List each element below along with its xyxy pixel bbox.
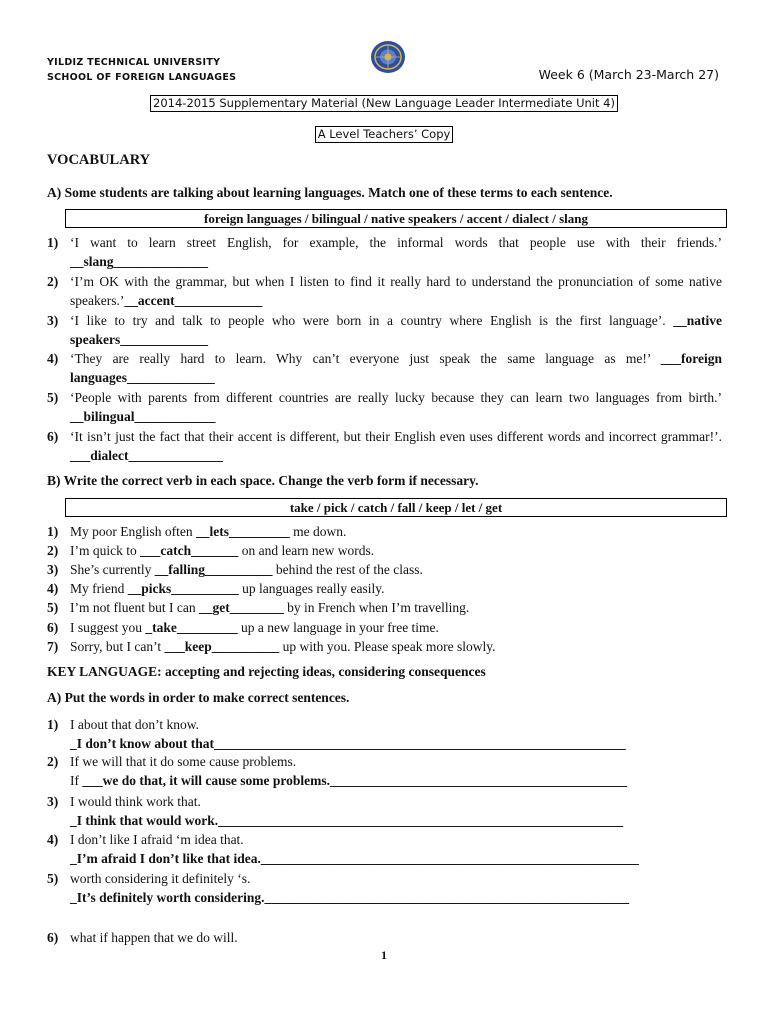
item-number: 6) (47, 429, 59, 444)
university-seal-logo (370, 39, 406, 75)
item-number: 4) (47, 351, 59, 366)
item-number: 2) (47, 274, 59, 289)
item-answer: ___dialect______________ (70, 448, 223, 463)
item-number: 6) (47, 930, 59, 945)
item-text: ‘I like to try and talk to people who were born in a country where English is the first language’. (70, 313, 674, 328)
item-answer: ___we do that, it will cause some problems.____________________________________________ (82, 773, 627, 788)
item-answer: ___keep__________ (164, 639, 280, 654)
list-item (47, 618, 722, 637)
item-number: 2) (47, 543, 59, 558)
item-text: ‘I want to learn street English, for example, the informal words that people use with their friends.’ (70, 235, 722, 250)
list-item (47, 752, 722, 790)
institution-header (47, 55, 236, 85)
list-item (47, 272, 722, 310)
item-prompt: worth considering it definitely ‘s. (70, 871, 251, 886)
item-number: 4) (47, 832, 59, 847)
item-text: ‘It isn’t just the fact that their accent is different, but their English even uses different words and incorrect grammar!’. (70, 429, 722, 444)
item-answer: __picks__________ (127, 581, 239, 596)
item-text-end: up languages really easily. (238, 581, 385, 596)
item-answer: _It’s definitely worth considering.______________________________________________________ (70, 890, 629, 905)
item-text-end: me down. (289, 524, 347, 539)
list-item (47, 560, 722, 579)
item-answer: __slang______________ (70, 254, 209, 269)
item-text: My poor English often (70, 524, 196, 539)
vocab-a-instruction: A) Some students are talking about learning languages. Match one of these terms to each sentence. (47, 185, 613, 200)
item-text: ‘They are really hard to learn. Why can’t everyone just speak the same language as me!’ (70, 351, 661, 366)
item-number: 2) (47, 754, 59, 769)
list-item (47, 830, 722, 868)
item-number: 1) (47, 717, 59, 732)
copy-title-text: A Level Teachers’ Copy (315, 126, 454, 143)
page-number: 1 (381, 948, 387, 962)
item-answer: __lets_________ (196, 524, 290, 539)
item-text-end: up a new language in your free time. (237, 620, 439, 635)
item-text: My friend (70, 581, 128, 596)
item-answer: _take_________ (145, 620, 238, 635)
list-item (47, 427, 722, 465)
item-text: I’m quick to (70, 543, 141, 558)
item-prompt: I about that don’t know. (70, 717, 199, 732)
item-prompt: what if happen that we do will. (70, 930, 238, 945)
item-answer: __bilingual____________ (70, 409, 216, 424)
item-number: 3) (47, 562, 59, 577)
item-text: ‘I’m OK with the grammar, but when I listen to find it really hard to understand the pronunciation of some native speakers.’ (70, 274, 722, 308)
item-text-end: on and learn new words. (238, 543, 375, 558)
item-number: 3) (47, 313, 59, 328)
university-name: YILDIZ TECHNICAL UNIVERSITY (47, 57, 221, 68)
list-item (47, 715, 722, 753)
item-number: 5) (47, 390, 59, 405)
item-number: 1) (47, 524, 59, 539)
list-item (47, 869, 722, 907)
item-answer: _I’m afraid I don’t like that idea.________________________________________________________ (70, 851, 639, 866)
item-text-end: behind the rest of the class. (272, 562, 423, 577)
item-answer: __falling__________ (154, 562, 273, 577)
item-answer: __get________ (198, 600, 284, 615)
item-answer: __native speakers_____________ (70, 313, 722, 347)
list-item (47, 349, 722, 387)
item-answer: _I don’t know about that_____________________________________________________________ (70, 736, 626, 751)
item-answer: ___catch_______ (140, 543, 239, 558)
item-text: Sorry, but I can’t (70, 639, 165, 654)
list-item (47, 311, 722, 349)
school-name: SCHOOL OF FOREIGN LANGUAGES (47, 72, 237, 83)
item-text-end: up with you. Please speak more slowly. (279, 639, 496, 654)
list-item (47, 928, 722, 947)
item-answer: ___foreign languages_____________ (70, 351, 722, 385)
list-item (47, 792, 722, 830)
item-number: 4) (47, 581, 59, 596)
item-text: She’s currently (70, 562, 155, 577)
verbs-box: take / pick / catch / fall / keep / let / get (65, 498, 727, 517)
list-item (47, 233, 722, 271)
week-label: Week 6 (March 23-March 27) (538, 67, 719, 82)
item-text: I’m not fluent but I can (70, 600, 199, 615)
list-item (47, 388, 722, 426)
list-item (47, 579, 722, 598)
item-number: 5) (47, 600, 59, 615)
list-item (47, 637, 722, 656)
list-item (47, 541, 722, 560)
key-language-a-instruction: A) Put the words in order to make correct sentences. (47, 690, 350, 705)
item-number: 3) (47, 794, 59, 809)
copy-title (0, 123, 768, 143)
item-number: 5) (47, 871, 59, 886)
vocab-b-instruction: B) Write the correct verb in each space. Change the verb form if necessary. (47, 473, 479, 488)
item-prompt: If we will that it do some cause problems. (70, 754, 297, 769)
item-text: I suggest you (70, 620, 146, 635)
item-answer: _I think that would work.____________________________________________________________ (70, 813, 624, 828)
item-number: 6) (47, 620, 59, 635)
item-number: 1) (47, 235, 59, 250)
item-answer-prefix: If (70, 773, 83, 788)
terms-box: foreign languages / bilingual / native speakers / accent / dialect / slang (65, 209, 727, 228)
item-prompt: I would think work that. (70, 794, 201, 809)
item-text-end: by in French when I’m travelling. (283, 600, 470, 615)
item-text: ‘People with parents from different countries are really lucky because they can learn two languages from birth.’ (70, 390, 722, 405)
material-title-text: 2014-2015 Supplementary Material (New Language Leader Intermediate Unit 4) (150, 95, 618, 112)
item-number: 7) (47, 639, 59, 654)
item-prompt: I don’t like I afraid ‘m idea that. (70, 832, 244, 847)
material-title (0, 92, 768, 112)
key-language-heading: KEY LANGUAGE: accepting and rejecting ideas, considering consequences (47, 664, 486, 679)
list-item (47, 522, 722, 541)
list-item (47, 598, 722, 617)
item-answer: __accent_____________ (124, 293, 263, 308)
vocabulary-heading: VOCABULARY (47, 152, 151, 168)
